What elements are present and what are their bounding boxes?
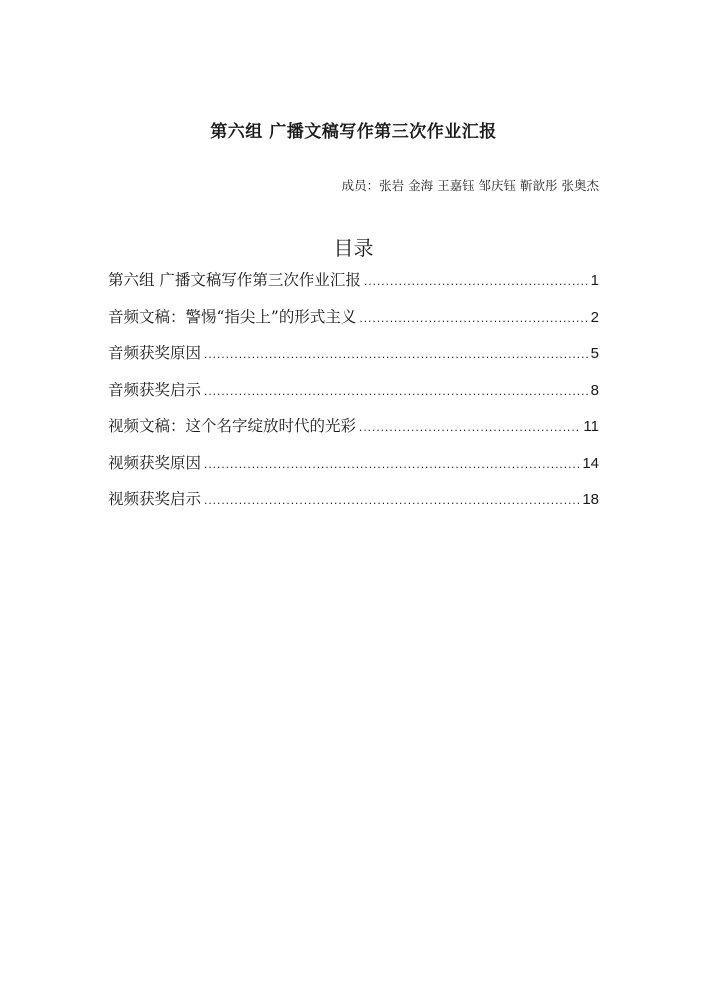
toc-entry-page: 11 (583, 418, 599, 435)
toc-entry[interactable] (108, 339, 599, 376)
toc-dot-leader (359, 413, 580, 441)
toc-entry-text: 音频获奖启示 (108, 380, 202, 399)
toc-entry[interactable] (108, 303, 599, 340)
toc-dot-leader (204, 377, 588, 405)
toc-entry-page: 2 (590, 308, 599, 326)
table-of-contents (108, 266, 599, 522)
toc-entry-text: 音频获奖原因 (108, 344, 202, 362)
toc-entry[interactable] (108, 449, 599, 486)
toc-dot-leader (359, 304, 587, 332)
toc-entry[interactable] (108, 485, 599, 522)
toc-dot-leader (204, 450, 579, 478)
toc-entry-page: 18 (582, 491, 599, 508)
toc-entry[interactable] (108, 412, 599, 449)
toc-entry-page: 8 (590, 381, 599, 399)
member-list: 成员：张岩 金海 王嘉钰 邹庆钰 靳歆彤 张奥杰 (341, 178, 599, 193)
toc-entry-text: 音频文稿：警惕“指尖上”的形式主义 (108, 307, 357, 326)
toc-dot-leader (364, 267, 588, 295)
toc-entry-text: 视频文稿：这个名字绽放时代的光彩 (108, 417, 357, 435)
toc-entry[interactable] (108, 266, 599, 303)
toc-entry[interactable] (108, 376, 599, 413)
toc-heading: 目录 (333, 236, 374, 260)
document-title: 第六组 广播文稿写作第三次作业汇报 (210, 122, 497, 142)
toc-entry-text: 视频获奖启示 (108, 490, 202, 508)
toc-dot-leader (204, 486, 579, 514)
toc-entry-page: 5 (590, 345, 599, 362)
toc-entry-page: 1 (590, 272, 599, 289)
toc-entry-text: 视频获奖原因 (108, 453, 202, 472)
toc-entry-text: 第六组 广播文稿写作第三次作业汇报 (108, 271, 361, 289)
toc-entry-page: 14 (582, 454, 599, 472)
toc-dot-leader (204, 340, 588, 368)
